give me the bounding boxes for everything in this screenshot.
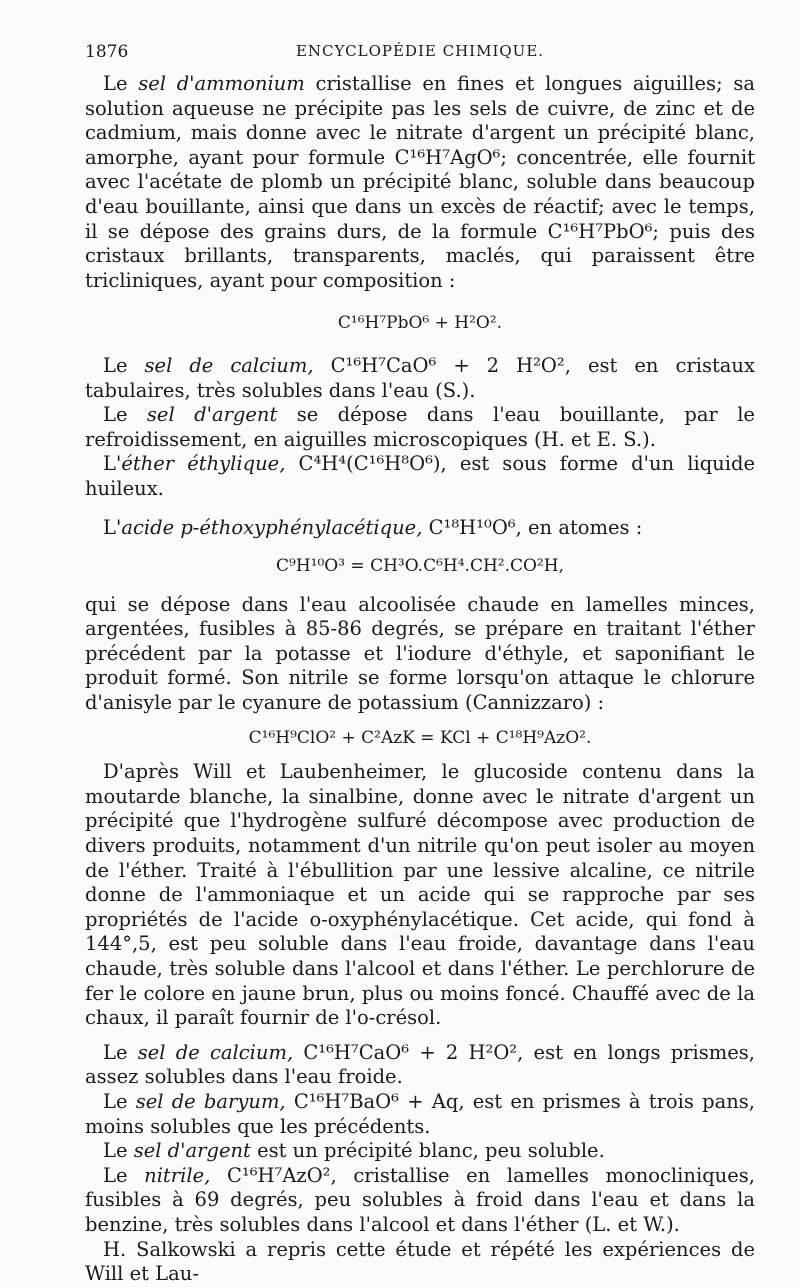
- paragraph-silver-salt: Le sel d'argent se dépose dans l'eau bouillante, par le refroidissement, en aiguilles microscopiques (H. et E. S.).: [85, 403, 755, 451]
- page-body: [85, 72, 755, 1287]
- paragraph-barium-salt: Le sel de baryum, C¹⁶H⁷BaO⁶ + Aq, est en prismes à trois pans, moins solubles que les précédents.: [85, 1089, 755, 1138]
- paragraph-salkowski: H. Salkowski a repris cette étude et répété les expériences de Will et Lau-: [85, 1237, 755, 1286]
- paragraph-will-laubenheimer: D'après Will et Laubenheimer, le glucoside contenu dans la moutarde blanche, la sinalbine, donne avec le nitrate d'argent un précipité que l'hydrogène sulfuré décompose avec production de divers produits, notamment d'un nitrile qu'on peut isoler au moyen de l'éther. Traité à l'ébullition par une lessive alcaline, ce nitrile donne de l'ammoniaque et un acide qui se rapproche par ses propriétés de l'acide o-oxyphénylacétique. Cet acide, qui fond à 144°,5, est peu soluble dans l'eau froide, davantage dans l'eau chaude, très soluble dans l'alcool et dans l'éther. Le perchlorure de fer le colore en jaune brun, plus ou moins foncé. Chauffé avec de la chaux, il paraît fournir de l'o-crésol.: [85, 760, 755, 1030]
- term-acide-p-ethoxyphenylacetique: acide p-éthoxyphénylacétique,: [121, 515, 423, 539]
- page-header: [85, 42, 755, 68]
- term-sel-calcium: sel de calcium,: [144, 353, 314, 377]
- formula-nitrile-reaction: C¹⁶H⁹ClO² + C²AzK = KCl + C¹⁸H⁹AzO².: [248, 727, 592, 748]
- term-sel-argent-2: sel d'argent: [133, 1139, 251, 1163]
- paragraph-calcium-salt: Le sel de calcium, C¹⁶H⁷CaO⁶ + 2 H²O², est en cristaux tabulaires, très solubles dans l'eau (S.).: [85, 353, 755, 402]
- page-number: 1876: [85, 42, 129, 62]
- formula-atomic: C⁹H¹⁰O³ = CH³O.C⁶H⁴.CH².CO²H,: [276, 556, 564, 577]
- term-nitrile: nitrile,: [144, 1163, 211, 1187]
- term-ether-ethylique: éther éthylique,: [121, 452, 286, 476]
- paragraph-p-ethoxyphenylacetic-acid: L'acide p-éthoxyphénylacétique, C¹⁸H¹⁰O⁶, en atomes :: [103, 515, 643, 539]
- term-sel-calcium-2: sel de calcium,: [137, 1040, 294, 1064]
- term-sel-ammonium: sel d'ammonium: [138, 72, 305, 95]
- term-sel-argent: sel d'argent: [146, 403, 278, 427]
- formula-lead-salt: C¹⁶H⁷PbO⁶ + H²O².: [337, 313, 503, 334]
- paragraph-preparation: qui se dépose dans l'eau alcoolisée chaude en lamelles minces, argentées, fusibles à 85-86 degrés, se prépare en traitant l'éther précédent par la potasse et l'iodure d'éthyle, et saponifiant le produit formé. Son nitrile se forme lorsqu'on attaque le chlorure d'anisyle par le cyanure de potassium (Cannizzaro) :: [85, 592, 755, 715]
- paragraph-nitrile: Le nitrile, C¹⁶H⁷AzO², cristallise en lamelles monocliniques, fusibles à 69 degrés, peu solubles à froid dans l'eau et dans la benzine, très solubles dans l'alcool et dans l'éther (L. et W.).: [85, 1163, 755, 1236]
- paragraph-ammonium-salt: Le sel d'ammonium cristallise en fines et longues aiguilles; sa solution aqueuse ne précipite pas les sels de cuivre, de zinc et de cadmium, mais donne avec le nitrate d'argent un précipité blanc, amorphe, ayant pour formule C¹⁶H⁷AgO⁶; concentrée, elle fournit avec l'acétate de plomb un précipité blanc, soluble dans beaucoup d'eau bouillante, ainsi que dans un excès de réactif; avec le temps, il se dépose des grains durs, de la formule C¹⁶H⁷PbO⁶; puis des cristaux brillants, transparents, maclés, qui paraissent être tricliniques, ayant pour composition :: [85, 72, 755, 292]
- paragraph-silver-salt-2: Le sel d'argent est un précipité blanc, peu soluble.: [103, 1139, 605, 1163]
- paragraph-calcium-salt-2: Le sel de calcium, C¹⁶H⁷CaO⁶ + 2 H²O², est en longs prismes, assez solubles dans l'eau froide.: [85, 1040, 755, 1089]
- term-sel-baryum: sel de baryum,: [135, 1089, 286, 1113]
- paragraph-ethyl-ether: L'éther éthylique, C⁴H⁴(C¹⁶H⁸O⁶), est sous forme d'un liquide huileux.: [85, 452, 756, 500]
- running-title: ENCYCLOPÉDIE CHIMIQUE.: [295, 42, 545, 60]
